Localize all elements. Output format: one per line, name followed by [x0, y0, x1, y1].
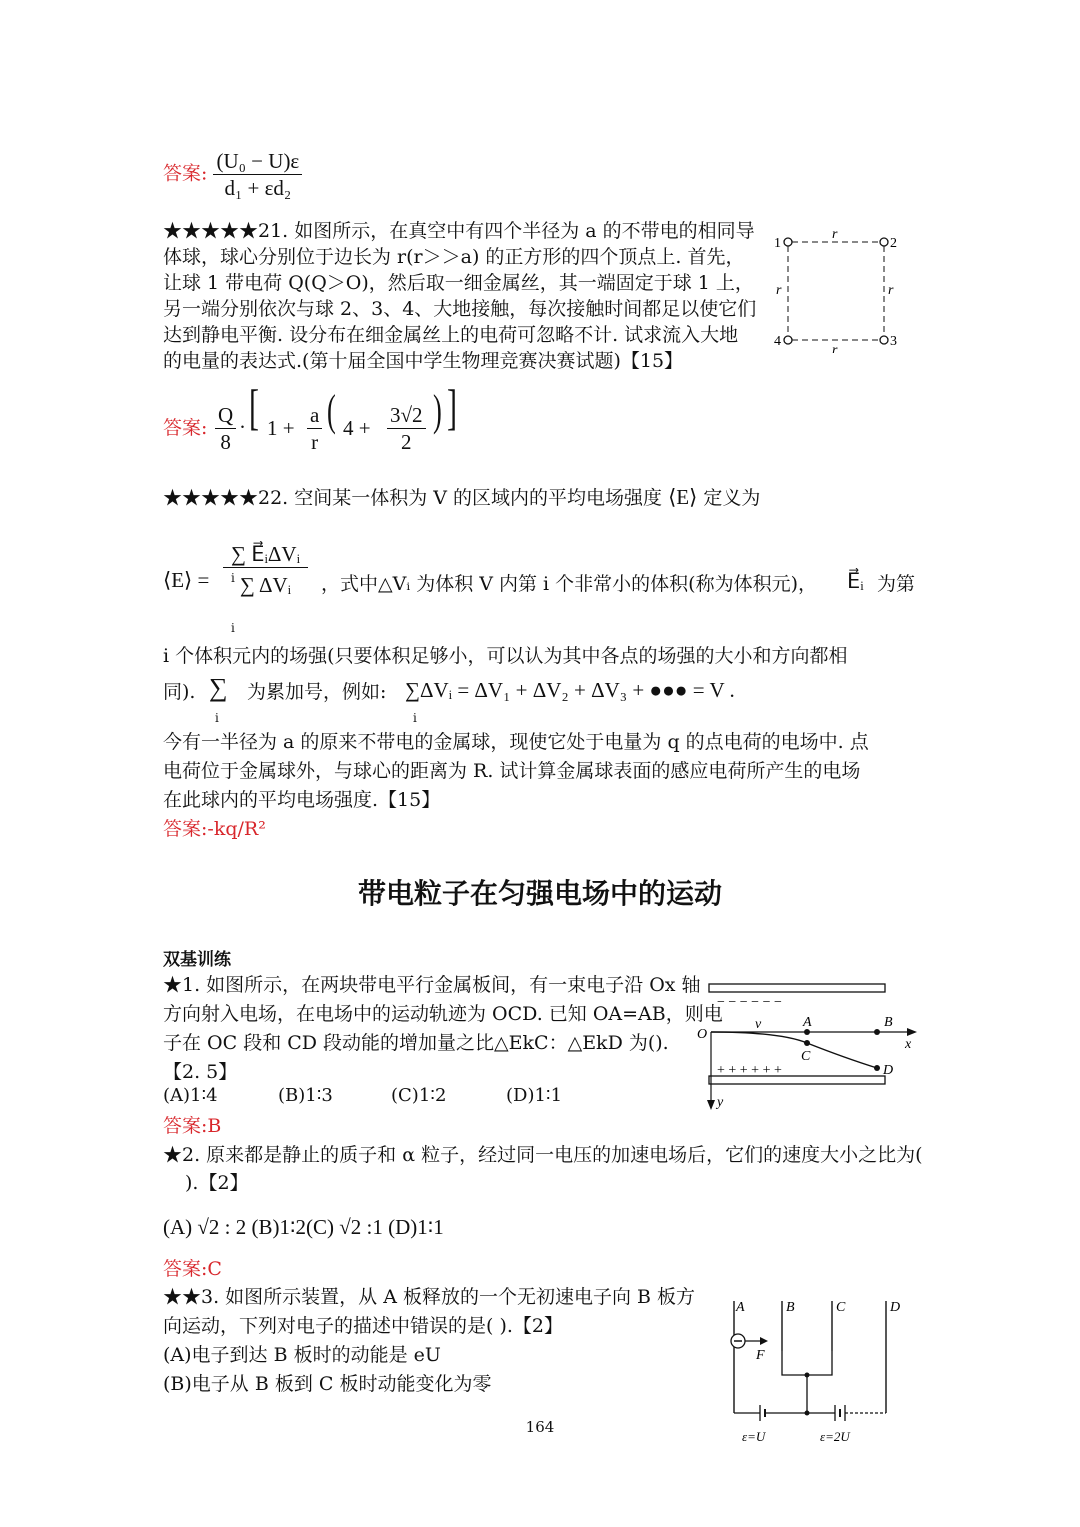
- q22-paragraph: [163, 728, 869, 844]
- q3-line: (A)电子到达 B 板时的动能是 eU: [163, 1344, 441, 1366]
- q22-line4: [163, 673, 923, 725]
- label-4: 4: [774, 334, 781, 349]
- q1-parallel-plates-figure: [695, 980, 925, 1110]
- q22-formula-denominator: ∑ ΔVᵢ: [239, 573, 292, 597]
- q21-r: r: [311, 430, 319, 454]
- q2-options: (A) √2 : 2 (B)1∶2(C) √2 :1 (D)1∶1: [163, 1215, 444, 1239]
- q1-line: 【2. 5】: [163, 1061, 238, 1083]
- y-axis-arrow-icon: [707, 1100, 715, 1110]
- q22-formula-fraction: [223, 541, 308, 598]
- q22-formula-numerator: ∑ E⃗ᵢΔVᵢ: [223, 541, 308, 568]
- sphere-3: [880, 336, 888, 344]
- q22-line4-equation: ∑ΔVᵢ = ΔV₁ + ΔV₂ + ΔV₃ + ●●● = V .: [405, 678, 735, 702]
- answer-label: 答案:: [163, 818, 208, 840]
- label-b: B: [884, 1015, 893, 1030]
- q1-options: [163, 1085, 643, 1111]
- q2-answer: [163, 1256, 222, 1282]
- q21-two: 2: [401, 430, 412, 454]
- q20-answer-numerator: (U₀ − U)ε: [213, 148, 302, 175]
- q21-paren-right: ): [433, 386, 442, 435]
- q22-para-line: 电荷位于金属球外，与球心的距离为 R. 试计算金属球表面的感应电荷所产生的电场: [163, 760, 861, 782]
- label-a: A: [736, 1300, 745, 1315]
- answer-label: 答案:: [163, 1258, 208, 1280]
- label-d: D: [890, 1300, 901, 1315]
- q3-line: (B)电子从 B 板到 C 板时动能变化为零: [163, 1373, 492, 1395]
- q22-para-line: 在此球内的平均电场强度.【15】: [163, 789, 441, 811]
- answer-label: 答案:: [163, 1115, 208, 1137]
- label-c: C: [801, 1049, 811, 1064]
- label-d: D: [883, 1063, 894, 1078]
- q21-line: 的电量的表达式.(第十届全国中学生物理竞赛决赛试题)【15】: [163, 350, 684, 372]
- point-d: [874, 1065, 880, 1071]
- q1-answer: [163, 1113, 221, 1139]
- force-arrowhead-icon: [760, 1337, 768, 1345]
- label-r-left: r: [776, 283, 782, 298]
- q21-a: a: [307, 402, 322, 429]
- q22-eq-index: i: [413, 711, 417, 725]
- sphere-1: [784, 238, 792, 246]
- label-v: v: [755, 1017, 762, 1032]
- label-a: A: [803, 1015, 812, 1030]
- label-r-top: r: [832, 228, 838, 242]
- q1-line: 子在 OC 段和 CD 段动能的增加量之比△EkC：△EkD 为().: [163, 1032, 669, 1054]
- answer-label: 答案:: [163, 162, 208, 185]
- label-c: C: [836, 1300, 846, 1315]
- q21-frac-sqrt: [387, 402, 426, 455]
- q2-line2: ).【2】: [185, 1172, 249, 1194]
- q2-line1: ★2. 原来都是静止的质子和 α 粒子，经过同一电压的加速电场后，它们的速度大小之比为(: [163, 1144, 923, 1166]
- q21-text: [163, 218, 756, 374]
- junction-top: [805, 1373, 810, 1378]
- q21-one-plus: 1 +: [267, 416, 295, 440]
- q21-line: 让球 1 带电荷 Q(Q＞O)，然后取一细金属丝，其一端固定于球 1 上，: [163, 272, 754, 294]
- q1-option-a: (A)1∶4: [163, 1085, 218, 1106]
- page-number: 164: [525, 1418, 555, 1436]
- point-c: [804, 1040, 810, 1046]
- q22-define: 定义为: [703, 487, 761, 509]
- label-emf-2: ε=2U: [820, 1429, 850, 1444]
- q20-answer: [163, 148, 302, 201]
- q22-formula-tail: 为第: [877, 573, 916, 595]
- q22-para-line: 今有一半径为 a 的原来不带电的金属球，现使它处于电量为 q 的点电荷的电场中. 点: [163, 731, 869, 753]
- top-plate: [709, 984, 885, 992]
- section-title: 带电粒子在匀强电场中的运动: [357, 877, 722, 910]
- q1-line: 方向射入电场，在电场中的运动轨迹为 OCD. 已知 OA=AB，则电: [163, 1003, 723, 1025]
- q3-line: ★★3. 如图所示装置，从 A 板释放的一个无初速电子向 B 板方: [163, 1286, 696, 1308]
- q21-dot: ·: [239, 415, 246, 439]
- label-y: y: [717, 1095, 724, 1110]
- q22-line3: i 个体积元内的场强(只要体积足够小，可以认为其中各点的场强的大小和方向都相: [163, 645, 848, 667]
- label-f: F: [756, 1348, 765, 1363]
- q1-option-b: (B)1∶3: [278, 1085, 333, 1106]
- q1-option-c: (C)1∶2: [391, 1085, 447, 1106]
- subsection-title: 双基训练: [163, 950, 231, 970]
- q21-bracket-left: [: [249, 379, 259, 435]
- q3-line: 向运动，下列对电子的描述中错误的是( ).【2】: [163, 1315, 563, 1337]
- q22-line1: [163, 484, 923, 511]
- negative-charges: − − − − − −: [717, 995, 782, 1010]
- q20-answer-fraction: [213, 148, 302, 201]
- q21-square-figure: [766, 228, 906, 353]
- x-axis-arrow-icon: [907, 1028, 917, 1036]
- point-b: [874, 1029, 880, 1035]
- q1-option-d: (D)1∶1: [506, 1085, 563, 1106]
- sphere-4: [784, 336, 792, 344]
- q1-answer-value: B: [207, 1115, 222, 1137]
- label-r-bottom: r: [832, 343, 838, 353]
- positive-charges: + + + + + +: [717, 1063, 782, 1078]
- sphere-2: [880, 238, 888, 246]
- q22-line4-text: 为累加号，例如:: [247, 681, 387, 703]
- answer-label: 答案:: [163, 417, 208, 439]
- q20-answer-denominator: d₁ + εd₂: [224, 176, 292, 200]
- q22-formula-lhs: ⟨E⟩ =: [163, 568, 210, 592]
- q21-q: Q: [215, 402, 236, 429]
- q21-bracket-right: ]: [447, 379, 457, 435]
- label-x: x: [905, 1037, 912, 1052]
- q22-sum-index: i: [215, 711, 219, 725]
- q21-line: 体球，球心分别位于边长为 r(r＞＞a) 的正方形的四个顶点上. 首先，: [163, 246, 745, 268]
- q21-three-sqrt2: 3√2: [387, 402, 426, 429]
- q21-line: 达到静电平衡. 设分布在细金属丝上的电荷可忽略不计. 试求流入大地: [163, 324, 739, 346]
- q22-formula-ei: E⃗ᵢ: [847, 569, 864, 593]
- label-2: 2: [890, 236, 897, 251]
- q22-line4-prefix: 同).: [163, 681, 196, 703]
- label-b: B: [786, 1300, 795, 1315]
- bc-connector: [782, 1351, 832, 1375]
- q1-line: ★1. 如图所示，在两块带电平行金属板间，有一束电子沿 Ox 轴: [163, 974, 701, 996]
- q22-answer-value: -kq/R²: [207, 818, 266, 840]
- q21-frac-ar: [307, 402, 322, 455]
- q22-formula-index-bottom: i: [231, 621, 235, 635]
- q21-line: ★★★★★21. 如图所示，在真空中有四个半径为 a 的不带电的相同导: [163, 220, 755, 242]
- q1-text: [163, 971, 723, 1087]
- q22-formula-text: ，式中△Vᵢ 为体积 V 内第 i 个非常小的体积(称为体积元)，: [321, 573, 817, 595]
- q21-line: 另一端分别依次与球 2、3、4、大地接触，每次接触时间都足以使它们: [163, 298, 757, 320]
- label-o: O: [697, 1027, 708, 1042]
- q22-formula-index-top: i: [231, 571, 235, 585]
- q21-frac-q8: [215, 402, 236, 455]
- q22-avg-e: ⟨E⟩: [668, 485, 698, 509]
- q21-eight: 8: [220, 430, 231, 454]
- q21-paren-left: (: [327, 386, 336, 435]
- label-r-right: r: [888, 283, 894, 298]
- q22-formula-line: [163, 535, 923, 635]
- q3-text: [163, 1283, 695, 1399]
- label-3: 3: [890, 334, 897, 349]
- q2-answer-value: C: [207, 1258, 222, 1280]
- q22-intro: ★★★★★22. 空间某一体积为 V 的区域内的平均电场强度: [163, 487, 663, 509]
- q22-sum-symbol: ∑: [209, 673, 228, 702]
- q21-four-plus: 4 +: [343, 416, 371, 440]
- q22-answer: [163, 815, 869, 844]
- label-1: 1: [774, 236, 781, 251]
- label-emf-1: ε=U: [742, 1429, 766, 1444]
